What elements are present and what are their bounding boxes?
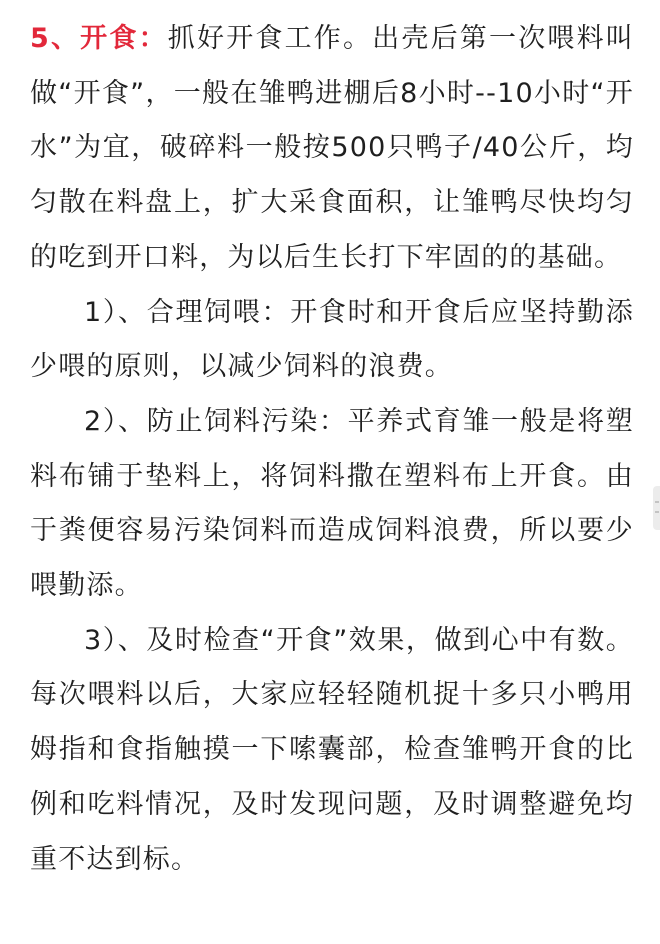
point-2-paragraph: 2）、防止饲料污染：平养式育雏一般是将塑料布铺于垫料上，将饲料撒在塑料布上开食。由于粪便容易污染饲料而造成饲料浪费，所以要少喂勤添。 [30, 405, 634, 602]
section-paragraph [30, 12, 634, 286]
point-1-paragraph: 1）、合理饲喂：开食时和开食后应坚持勤添少喂的原则，以减少饲料的浪费。 [30, 296, 634, 383]
section-heading: 5、开食： [30, 23, 168, 54]
article-body [30, 12, 634, 887]
scroll-handle[interactable] [653, 486, 660, 530]
point-3-paragraph: 3）、及时检查“开食”效果，做到心中有数。每次喂料以后，大家应轻轻随机捉十多只小鸭用姆指和食指触摸一下嗦囊部，检查雏鸭开食的比例和吃料情况，及时发现问题，及时调整避免均重不达到标。 [30, 624, 634, 875]
section-body-text: 抓好开食工作。出壳后第一次喂料叫做“开食”，一般在雏鸭进棚后8小时--10小时“开水”为宜，破碎料一般按500只鸭子/40公斤，均匀散在料盘上，扩大采食面积，让雏鸭尽快均匀的吃到开口料，为以后生长打下牢固的的基础。 [30, 23, 634, 273]
